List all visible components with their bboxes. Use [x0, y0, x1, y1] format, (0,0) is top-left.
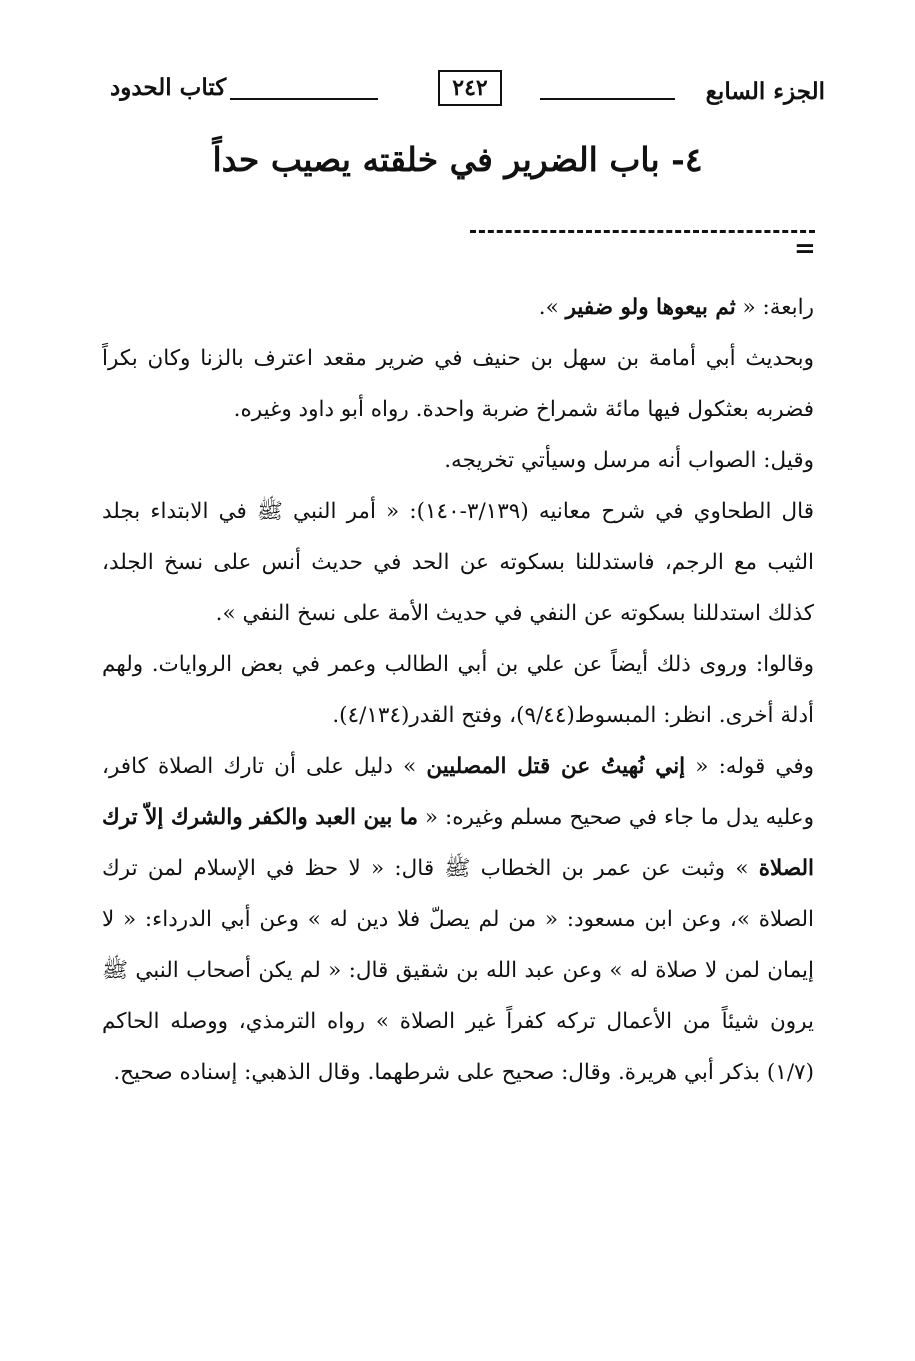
paragraph	[102, 639, 814, 741]
quoted-hadith-text: ثم بيعوها ولو ضفير	[565, 295, 736, 320]
paragraph-text: وبحديث أبي أمامة بن سهل بن حنيف في ضرير مقعد اعترف بالزنا وكان بكراً فضربه بعثكول فيها مائة شمراخ ضربة واحدة. رواه أبو داود وغيره.	[102, 346, 814, 422]
paragraph-text: وفي قوله: «	[685, 754, 814, 779]
paragraph-text: ».	[538, 295, 566, 320]
body-text	[102, 282, 814, 1098]
volume-label: الجزء السابع	[705, 78, 825, 105]
paragraph	[102, 486, 814, 639]
paragraph-text: » وثبت عن عمر بن الخطاب ﷺ قال: « لا حظ في الإسلام لمن ترك الصلاة »، وعن ابن مسعود: « من لم يصلّ فلا دين له » وعن أبي الدرداء: « لا إيمان لمن لا صلاة له » وعن عبد الله بن شقيق قال: « لم يكن أصحاب النبي ﷺ يرون شيئاً من الأعمال تركه كفراً غير الصلاة » رواه الترمذي، ووصله الحاكم (١/٧) بذكر أبي هريرة. وقال: صحيح على شرطهما. وقال الذهبي: إسناده صحيح.	[102, 856, 814, 1085]
header-rule-right	[540, 98, 675, 100]
header-rule-left	[230, 98, 378, 100]
paragraph	[102, 333, 814, 435]
paragraph-text: » دليل على أن تارك الصلاة كافر، وعليه يدل ما جاء في صحيح مسلم وغيره: «	[102, 754, 814, 830]
paragraph	[102, 282, 814, 333]
quoted-hadith-text: ما بين العبد والكفر والشرك إلاّ ترك الصلاة	[102, 805, 814, 881]
book-label: كتاب الحدود	[110, 74, 227, 101]
page-number: ٢٤٢	[438, 70, 502, 106]
paragraph-text: وقالوا: وروى ذلك أيضاً عن علي بن أبي الطالب وعمر في بعض الروايات. ولهم أدلة أخرى. انظر: المبسوط(٩/٤٤)، وفتح القدر(٤/١٣٤).	[102, 652, 814, 728]
paragraph-text: رابعة: «	[735, 295, 814, 320]
chapter-title: ٤- باب الضرير في خلقته يصيب حداً	[212, 140, 703, 179]
running-header	[110, 64, 825, 124]
continuation-mark: =	[794, 234, 816, 264]
paragraph	[102, 435, 814, 486]
paragraph-text: وقيل: الصواب أنه مرسل وسيأتي تخريجه.	[444, 448, 814, 473]
paragraph	[102, 741, 814, 1098]
paragraph-text: قال الطحاوي في شرح معانيه (٣/١٣٩-١٤٠): « أمر النبي ﷺ في الابتداء بجلد الثيب مع الرجم، فاستدللنا بسكوته عن الحد في حديث أنس على نسخ الجلد، كذلك استدللنا بسكوته عن النفي في حديث الأمة على نسخ النفي ».	[102, 499, 814, 626]
footnote-separator	[470, 230, 815, 233]
quoted-hadith-text: إني نُهيتُ عن قتل المصليين	[426, 754, 686, 779]
